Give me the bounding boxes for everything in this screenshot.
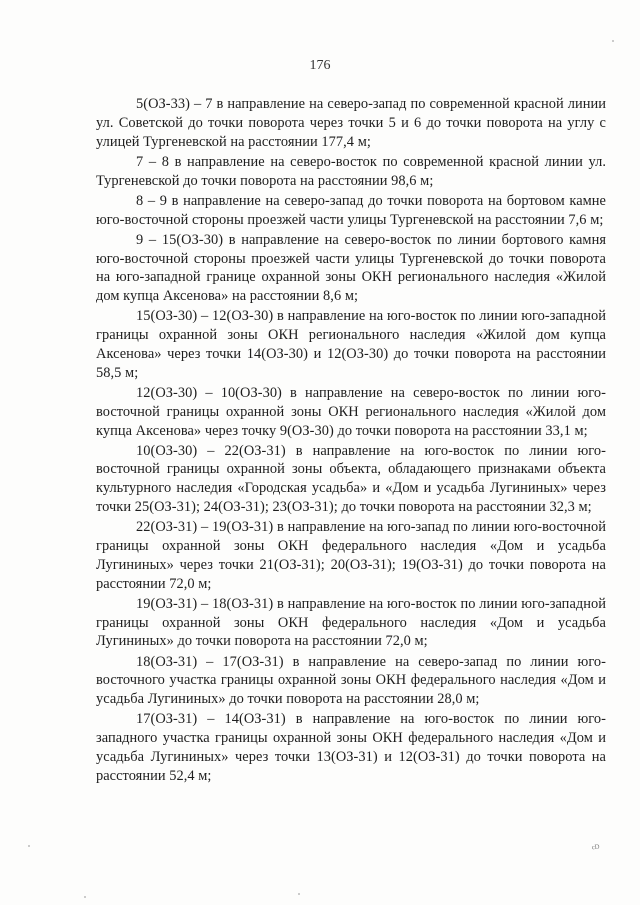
- document-body: [96, 95, 606, 786]
- scan-speck: [84, 896, 86, 898]
- paragraph-1: 5(ОЗ-33) – 7 в направление на северо-запад по современной красной линии ул. Советской до точки поворота через точки 5 и 6 до точки поворота на углу с улицей Тургеневской на расстоянии 177,4 м;: [96, 96, 606, 150]
- paragraph-10: 18(ОЗ-31) – 17(ОЗ-31) в направление на северо-запад по линии юго-восточного участка границы охранной зоны ОКН федерального наследия «Дом и усадьба Лугининых» до точки поворота на расстоянии 28,0 м;: [96, 653, 606, 708]
- scan-speck: [298, 893, 300, 895]
- paragraph-2: 7 – 8 в направление на северо-восток по современной красной линии ул. Тургеневской до точки поворота на расстоянии 98,6 м;: [96, 153, 606, 189]
- scan-speck: [612, 40, 614, 42]
- paragraph-6: 12(ОЗ-30) – 10(ОЗ-30) в направление на северо-восток по линии юго-восточной границы охранной зоны ОКН регионального наследия «Жилой дом купца Аксенова» через точку 9(ОЗ-30) до точки поворота на расстоянии 33,1 м;: [96, 384, 606, 439]
- page-number: 176: [309, 58, 331, 73]
- paragraph-4: 9 – 15(ОЗ-30) в направление на северо-восток по линии бортового камня юго-восточной стороны проезжей части улицы Тургеневской до точки поворота на юго-западной границе охранной зоны ОКН регионального наследия «Жилой дом купца Аксенова» на расстоянии 8,6 м;: [96, 231, 606, 305]
- paragraph-8: 22(ОЗ-31) – 19(ОЗ-31) в направление на юго-запад по линии юго-восточной границы охранной зоны ОКН федерального наследия «Дом и усадьба Лугининых» через точки 21(ОЗ-31); 20(ОЗ-31); 19(ОЗ-31) до точки поворота на расстоянии 72,0 м;: [96, 519, 606, 592]
- paragraph-11: 17(ОЗ-31) – 14(ОЗ-31) в направление на юго-восток по линии юго-западного участка границы охранной зоны ОКН федерального наследия «Дом и усадьба Лугининых» через точки 13(ОЗ-31) и 12(ОЗ-31) до точки поворота на расстоянии 52,4 м;: [96, 711, 606, 784]
- paragraph-3: 8 – 9 в направление на северо-запад до точки поворота на бортовом камне юго-восточной стороны проезжей части улицы Тургеневской на расстоянии 7,6 м;: [96, 192, 606, 228]
- paragraph-7: 10(ОЗ-30) – 22(ОЗ-31) в направление на юго-восток по линии юго-восточной границы охранной зоны объекта, обладающего признаками объекта культурного наследия «Городская усадьба» и «Дом и усадьба Лугининых» через точки 25(ОЗ-31); 24(ОЗ-31); 23(ОЗ-31); до точки поворота на расстоянии 32,3 м;: [96, 442, 606, 516]
- paragraph-9: 19(ОЗ-31) – 18(ОЗ-31) в направление на юго-восток по линии юго-западной границы охранной зоны ОКН федерального наследия «Дом и усадьба Лугининых» до точки поворота на расстоянии 72,0 м;: [96, 595, 606, 650]
- scan-speck: [28, 845, 30, 847]
- paragraph-5: 15(ОЗ-30) – 12(ОЗ-30) в направление на юго-восток по линии юго-западной границы охранной зоны ОКН регионального наследия «Жилой дом купца Аксенова» через точки 14(ОЗ-30) и 12(ОЗ-30) до точки поворота на расстоянии 58,5 м;: [96, 308, 606, 381]
- footer-stamp-mark: ᶜᴰ: [592, 842, 601, 856]
